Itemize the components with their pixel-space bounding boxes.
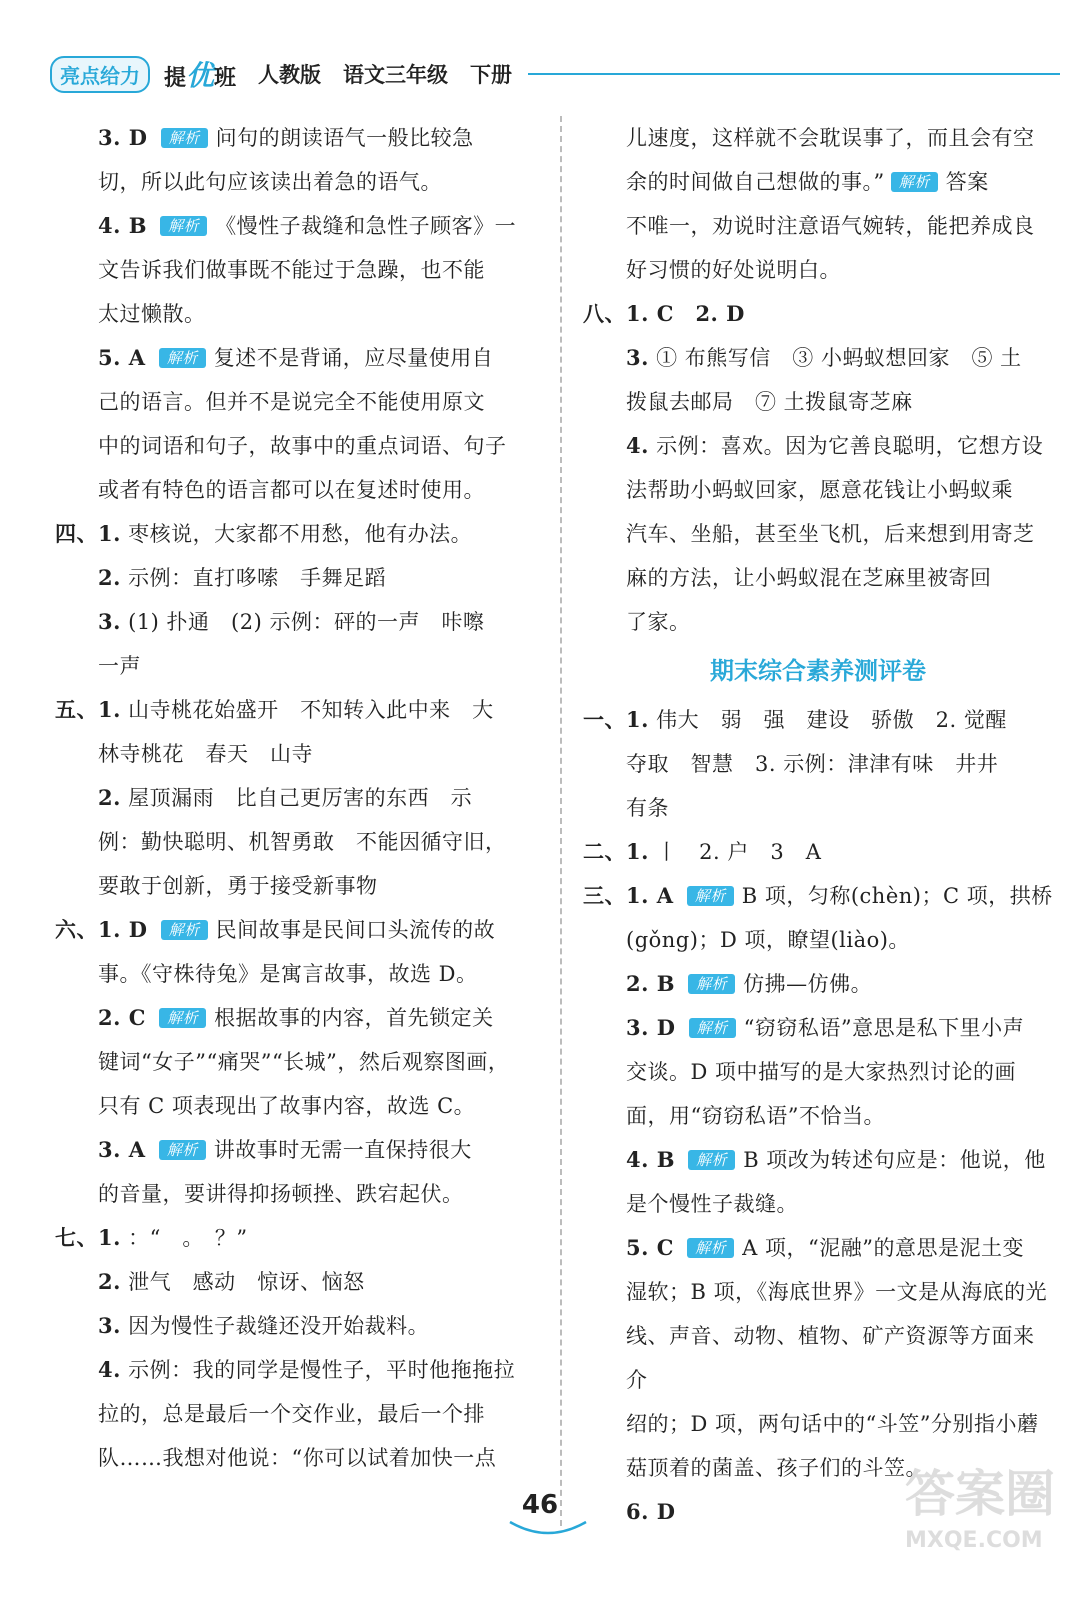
answer-line [583, 786, 1053, 830]
question-number: 2. C [98, 1005, 146, 1030]
answer-line [55, 644, 545, 688]
question-number: 3. D [626, 1015, 676, 1040]
answer-line [55, 600, 545, 644]
answer-text: 文告诉我们做事既不能过于急躁，也不能 [98, 258, 485, 282]
analysis-badge: 解析 [161, 128, 208, 148]
answer-text: 或者有特色的语言都可以在复述时使用。 [98, 478, 485, 502]
answer-text: 因为慢性子裁缝还没开始裁料。 [128, 1314, 430, 1338]
answer-text: 键词“女子”“痛哭”“长城”，然后观察图画， [98, 1050, 510, 1074]
answer-line [583, 512, 1053, 556]
answer-text: 山寺桃花始盛开 不知转入此中来 大 [128, 698, 494, 722]
analysis-badge: 解析 [159, 348, 206, 368]
question-number: 4. [626, 433, 649, 458]
answer-line [55, 1392, 545, 1436]
watermark-text: 答案圈 [905, 1465, 1055, 1523]
question-number: 4. [98, 1357, 121, 1382]
question-number: 三、1. A [583, 883, 674, 908]
answer-line [583, 468, 1053, 512]
answer-line [55, 688, 545, 732]
answer-text: 伟大 弱 强 建设 骄傲 2. 觉醒 [656, 708, 1007, 732]
answer-line [55, 204, 545, 248]
answer-line [55, 952, 545, 996]
question-number: 七、1. [55, 1225, 121, 1250]
edition-label: 人教版 [258, 63, 322, 87]
analysis-badge: 解析 [687, 886, 734, 906]
answer-text: 拉的，总是最后一个交作业，最后一个排 [98, 1402, 485, 1426]
answer-line [55, 1040, 545, 1084]
question-number: 4. B [98, 213, 147, 238]
answer-text: 法帮助小蚂蚁回家，愿意花钱让小蚂蚁乘 [626, 478, 1013, 502]
watermark-url: MXQE.COM [905, 1528, 1043, 1553]
answer-text: 泄气 感动 惊讶、恼怒 [128, 1270, 365, 1294]
question-number: 5. A [98, 345, 146, 370]
page-number: 46 [521, 1490, 559, 1520]
answer-text: 要敢于创新，勇于接受新事物 [98, 874, 378, 898]
answer-text: 答案 [945, 170, 989, 194]
answer-text: 根据故事的内容，首先锁定关 [214, 1006, 494, 1030]
answer-text: 仿拂—仿佛。 [743, 972, 873, 996]
answer-text: 示例：直打哆嗦 手舞足蹈 [128, 566, 387, 590]
answer-line [55, 292, 545, 336]
question-number: 二、1. [583, 839, 649, 864]
answer-text: 的音量，要讲得抑扬顿挫、跌宕起伏。 [98, 1182, 464, 1206]
series-title-accent: 优 [186, 59, 215, 92]
answer-line [583, 556, 1053, 600]
analysis-badge: 解析 [160, 216, 207, 236]
question-number: 3. [98, 609, 121, 634]
answer-line [583, 1050, 1053, 1094]
answer-text: 是个慢性子裁缝。 [626, 1192, 798, 1216]
answer-line [55, 1260, 545, 1304]
answer-text: 交谈。D 项中描写的是大家热烈讨论的画 [626, 1060, 1017, 1084]
answer-text: 只有 C 项表现出了故事内容，故选 C。 [98, 1094, 476, 1118]
answer-line [55, 908, 545, 952]
answer-text: 民间故事是民间口头流传的故 [215, 918, 496, 942]
answer-text: 线、声音、动物、植物、矿产资源等方面来介 [626, 1324, 1035, 1392]
answer-line [583, 1270, 1053, 1314]
question-number: 3. A [98, 1137, 146, 1162]
question-number: 2. B [626, 971, 675, 996]
right-column [583, 116, 1053, 1534]
answer-text: 林寺桃花 春天 山寺 [98, 742, 313, 766]
answer-text: 中的词语和句子，故事中的重点词语、句子 [98, 434, 507, 458]
answer-text: B 项改为转述句应是：他说，他 [743, 1148, 1046, 1172]
answer-line [55, 424, 545, 468]
watermark [905, 1462, 1065, 1582]
answer-line [583, 1402, 1053, 1446]
answer-line [583, 600, 1053, 644]
answer-line [55, 160, 545, 204]
answer-line [55, 248, 545, 292]
answer-text: (gǒng)；D 项，瞭望(liào)。 [626, 928, 910, 952]
question-number: 3. D [98, 125, 148, 150]
question-number: 五、1. [55, 697, 121, 722]
analysis-badge: 解析 [688, 1150, 735, 1170]
answer-line [55, 1172, 545, 1216]
series-title [164, 54, 236, 94]
answer-line [55, 468, 545, 512]
question-number: 6. D [626, 1499, 676, 1524]
analysis-badge: 解析 [687, 1238, 734, 1258]
analysis-badge: 解析 [159, 1008, 206, 1028]
answer-line [55, 336, 545, 380]
answer-line [55, 556, 545, 600]
answer-line [583, 248, 1053, 292]
answer-line [55, 1348, 545, 1392]
answer-line [583, 1314, 1053, 1402]
answer-text: 太过懒散。 [98, 302, 206, 326]
volume-label: 下册 [470, 63, 513, 87]
question-number: 一、1. [583, 707, 649, 732]
answer-line [583, 698, 1053, 742]
answer-text: 例：勤快聪明、机智勇敢 不能因循守旧， [98, 830, 507, 854]
answer-line [583, 204, 1053, 248]
answer-line [583, 424, 1053, 468]
answer-line [55, 996, 545, 1040]
series-title-pre: 提 [164, 66, 187, 91]
answer-text: 枣核说，大家都不用愁，他有办法。 [128, 522, 473, 546]
analysis-badge: 解析 [161, 920, 208, 940]
question-number: 2. [98, 565, 121, 590]
question-number: 3. [98, 1313, 121, 1338]
answer-text: 问句的朗读语气一般比较急 [215, 126, 474, 150]
answer-text: 了家。 [626, 610, 691, 634]
answer-line [583, 874, 1053, 918]
answer-text: 丨 2. 户 3 A [656, 840, 822, 864]
answer-line [583, 1006, 1053, 1050]
answer-line [55, 820, 545, 864]
answer-line [583, 918, 1053, 962]
answer-line [55, 1304, 545, 1348]
answer-text: 好习惯的好处说明白。 [626, 258, 841, 282]
answer-text: ① 布熊写信 ③ 小蚂蚁想回家 ⑤ 土 [656, 346, 1022, 370]
answer-line [55, 776, 545, 820]
answer-text: 事。《守株待兔》是寓言故事，故选 D。 [98, 962, 478, 986]
question-number: 四、1. [55, 521, 121, 546]
question-number: 六、1. D [55, 917, 148, 942]
answer-text: 儿速度，这样就不会耽误事了，而且会有空 [626, 126, 1035, 150]
page-header [50, 54, 1060, 94]
answer-text: 《慢性子裁缝和急性子顾客》一 [215, 214, 517, 238]
answer-line [583, 1226, 1053, 1270]
left-column [55, 116, 545, 1480]
answer-text: 面，用“窃窃私语”不恰当。 [626, 1104, 885, 1128]
answer-text: 讲故事时无需一直保持很大 [213, 1138, 472, 1162]
analysis-badge: 解析 [891, 172, 938, 192]
answer-line [583, 116, 1053, 160]
answer-text: 有条 [626, 796, 669, 820]
right-answers-top [583, 116, 1053, 644]
answer-text: 队……我想对他说：“你可以试着加快一点 [98, 1446, 497, 1470]
answer-text: 己的语言。但并不是说完全不能使用原文 [98, 390, 485, 414]
answer-line [583, 160, 1053, 204]
answer-text: 屋顶漏雨 比自己更厉害的东西 示 [128, 786, 473, 810]
answer-line [583, 830, 1053, 874]
question-number: 2. [98, 785, 121, 810]
question-number: 3. [626, 345, 649, 370]
section-title: 期末综合素养测评卷 [710, 657, 926, 685]
question-number: 4. B [626, 1147, 675, 1172]
answer-line [55, 864, 545, 908]
question-number: 2. [98, 1269, 121, 1294]
answer-line [55, 1436, 545, 1480]
answer-text: 示例：我的同学是慢性子，平时他拖拖拉 [128, 1358, 516, 1382]
answer-line [583, 336, 1053, 380]
answer-line [55, 732, 545, 776]
subject-label: 语文三年级 [343, 63, 449, 87]
answer-text: 夺取 智慧 3. 示例：津津有味 井井 [626, 752, 999, 776]
page-number-swoosh [508, 1518, 588, 1540]
answer-text: A 项，“泥融”的意思是泥土变 [742, 1236, 1024, 1260]
answer-line [583, 742, 1053, 786]
answer-line [583, 380, 1053, 424]
analysis-badge: 解析 [159, 1140, 206, 1160]
answer-text: B 项，匀称(chèn)；C 项，拱桥 [741, 884, 1053, 908]
analysis-badge: 解析 [688, 974, 735, 994]
answer-line [583, 1182, 1053, 1226]
answer-text: 汽车、坐船，甚至坐飞机，后来想到用寄芝 [626, 522, 1035, 546]
answer-line [55, 1216, 545, 1260]
answer-text: 拨鼠去邮局 ⑦ 土拨鼠寄芝麻 [626, 390, 913, 414]
column-divider [560, 116, 562, 1526]
answer-text: 麻的方法，让小蚂蚁混在芝麻里被寄回 [626, 566, 992, 590]
answer-text: 示例：喜欢。因为它善良聪明，它想方设 [656, 434, 1044, 458]
answer-line [55, 380, 545, 424]
answer-line [583, 962, 1053, 1006]
answer-text: 复述不是背诵，应尽量使用自 [213, 346, 494, 370]
answer-text: 湿软；B 项，《海底世界》一文是从海底的光 [626, 1280, 1048, 1304]
answer-line [583, 292, 1053, 336]
brand-logo: 亮点给力 [50, 56, 150, 93]
answer-text: 菇顶着的菌盖、孩子们的斗笠。 [626, 1456, 927, 1480]
series-title-post: 班 [214, 66, 237, 91]
answer-line [55, 512, 545, 556]
answer-text: 切，所以此句应该读出着急的语气。 [98, 170, 442, 194]
question-number: 八、1. C 2. D [583, 301, 745, 326]
right-answers-bottom [583, 698, 1053, 1534]
answer-text: 余的时间做自己想做的事。” [626, 170, 885, 194]
answer-line [55, 1128, 545, 1172]
answer-text: ：“ 。 ？” [128, 1226, 248, 1250]
answer-line [583, 1094, 1053, 1138]
analysis-badge: 解析 [689, 1018, 736, 1038]
answer-text: 不唯一，劝说时注意语气婉转，能把养成良 [626, 214, 1035, 238]
answer-text: 一声 [98, 654, 141, 678]
answer-line [55, 1084, 545, 1128]
answer-text: 绍的；D 项，两句话中的“斗笠”分别指小蘑 [626, 1412, 1039, 1436]
question-number: 5. C [626, 1235, 674, 1260]
header-rule [528, 73, 1060, 75]
answer-text: “窃窃私语”意思是私下里小声 [743, 1016, 1025, 1040]
answer-line [55, 116, 545, 160]
answer-text: (1) 扑通 (2) 示例：砰的一声 咔嚓 [128, 610, 485, 634]
answer-line [583, 1138, 1053, 1182]
